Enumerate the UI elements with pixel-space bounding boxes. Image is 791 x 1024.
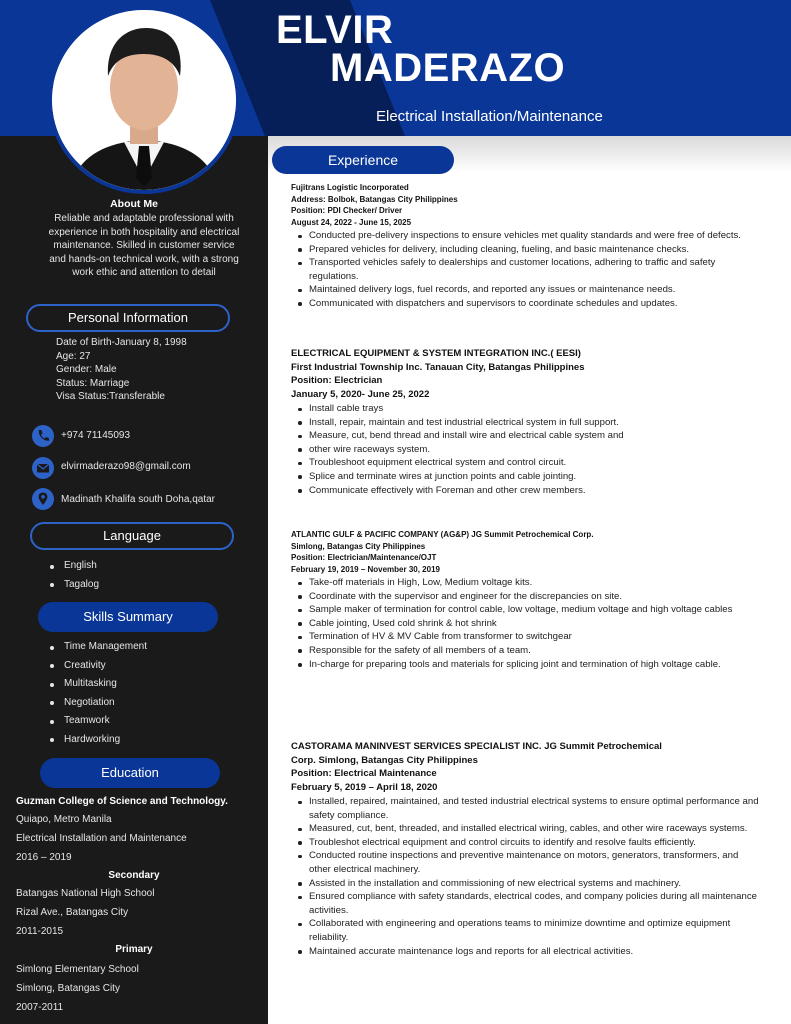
job-position: Position: Electrical Maintenance xyxy=(291,768,437,779)
job-company: ATLANTIC GULF & PACIFIC COMPANY (AG&P) JG Summit Petrochemical Corp. xyxy=(291,530,594,539)
list-item: English xyxy=(50,557,99,576)
list-item: Cable jointing, Used cold shrink & hot shrink xyxy=(291,617,761,631)
list-item: Measured, cut, bent, threaded, and installed electrical wiring, cables, and other wire raceways systems. xyxy=(291,822,761,836)
college-course: Electrical Installation and Maintenance xyxy=(16,833,187,844)
list-item: Ensured compliance with safety standards, electrical codes, and company policies during all maintenance activities. xyxy=(291,890,761,917)
email-icon xyxy=(32,457,54,479)
language-label: Language xyxy=(103,528,161,543)
list-item: other wire raceways system. xyxy=(291,443,761,457)
job-company: Fujitrans Logistic Incorporated xyxy=(291,183,409,192)
secondary-label: Secondary xyxy=(108,870,160,881)
job-agp xyxy=(291,529,761,671)
list-item: Assisted in the installation and commissioning of new electrical systems and machinery. xyxy=(291,877,761,891)
list-item: Communicated with dispatchers and supervisors to coordinate schedules and updates. xyxy=(291,297,761,311)
list-item: Take-off materials in High, Low, Medium voltage kits. xyxy=(291,576,761,590)
age: Age: 27 xyxy=(56,350,91,362)
list-item: In-charge for preparing tools and materials for splicing joint and termination of high voltage cable. xyxy=(291,658,761,672)
job-dates: February 5, 2019 – April 18, 2020 xyxy=(291,781,438,793)
list-item: Install, repair, maintain and test industrial electrical system in full support. xyxy=(291,416,761,430)
college-years: 2016 – 2019 xyxy=(16,852,72,863)
profile-photo xyxy=(48,6,240,194)
phone-number[interactable]: +974 71145093 xyxy=(61,430,131,441)
list-item: Conducted routine inspections and preventive maintenance on motors, generators, transformers, and other electrical machinery. xyxy=(291,849,761,876)
job-duties xyxy=(291,402,761,497)
primary-label: Primary xyxy=(115,944,153,955)
about-body: Reliable and adaptable professional with experience in both hospitality and electrical maintenance. Skilled in customer service and hands-on technical work, with a strong work ethic and attention to detail xyxy=(48,213,240,279)
job-role: Electrical Installation/Maintenance xyxy=(376,108,603,125)
job-fujitrans xyxy=(291,182,761,311)
job-address: First Industrial Township Inc. Tanauan City, Batangas Philippines xyxy=(291,361,585,373)
location: Madinath Khalifa south Doha,qatar xyxy=(61,494,215,505)
job-address: Address: Bolbok, Batangas City Philippines xyxy=(291,194,458,204)
secondary-years: 2011-2015 xyxy=(16,926,64,937)
list-item: Measure, cut, bend thread and install wire and electrical cable system and xyxy=(291,429,761,443)
primary-location: Simlong, Batangas City xyxy=(16,983,120,994)
job-address: Simlong, Batangas City Philippines xyxy=(291,541,426,551)
skills-heading xyxy=(38,602,218,632)
list-item: Installed, repaired, maintained, and tested industrial electrical systems to ensure optimal performance and safety compliance. xyxy=(291,795,761,822)
language-list xyxy=(50,557,99,594)
email-address[interactable]: elvirmaderazo98@gmail.com xyxy=(61,461,191,472)
job-eesi xyxy=(291,347,761,497)
list-item: Teamwork xyxy=(50,712,147,731)
status: Status: Marriage xyxy=(56,377,130,389)
list-item: Install cable trays xyxy=(291,402,761,416)
last-name: MADERAZO xyxy=(330,46,566,90)
list-item: Responsible for the safety of all members of a team. xyxy=(291,644,761,658)
skills-label: Skills Summary xyxy=(83,609,173,624)
list-item: Conducted pre-delivery inspections to ensure vehicles met quality standards and were free of defects. xyxy=(291,229,761,243)
college-name: Guzman College of Science and Technology. xyxy=(16,796,228,807)
job-duties xyxy=(291,229,761,311)
sidebar xyxy=(0,136,268,1024)
job-duties xyxy=(291,576,761,671)
about-title: About Me xyxy=(110,198,158,210)
visa-status: Visa Status:Transferable xyxy=(56,391,165,402)
list-item: Tagalog xyxy=(50,576,99,595)
job-company: ELECTRICAL EQUIPMENT & SYSTEM INTEGRATION INC.( EESI) xyxy=(291,348,581,359)
primary-school: Simlong Elementary School xyxy=(16,964,139,975)
list-item: Troubleshot electrical equipment and control circuits to identify and resolve faults efficiently. xyxy=(291,836,761,850)
language-heading xyxy=(30,522,234,550)
skills-list xyxy=(50,638,147,750)
primary-years: 2007-2011 xyxy=(16,1002,64,1013)
job-company: CASTORAMA MANINVEST SERVICES SPECIALIST INC. JG Summit Petrochemical xyxy=(291,741,662,752)
job-position: Position: Electrician xyxy=(291,375,383,386)
list-item: Troubleshoot equipment electrical system and control circuit. xyxy=(291,456,761,470)
dob: Date of Birth-January 8, 1998 xyxy=(56,337,187,348)
list-item: Time Management xyxy=(50,638,147,657)
secondary-location: Rizal Ave., Batangas City xyxy=(16,907,129,918)
job-dates: January 5, 2020- June 25, 2022 xyxy=(291,388,430,400)
list-item: Multitasking xyxy=(50,675,147,694)
job-duties xyxy=(291,795,761,958)
list-item: Collaborated with engineering and operations teams to minimize downtime and optimize equipment reliability. xyxy=(291,917,761,944)
experience-label: Experience xyxy=(327,152,399,168)
list-item: Hardworking xyxy=(50,731,147,750)
secondary-school: Batangas National High School xyxy=(16,888,155,899)
gender: Gender: Male xyxy=(56,364,117,375)
job-address: Corp. Simlong, Batangas City Philippines xyxy=(291,754,478,766)
education-label: Education xyxy=(101,765,159,780)
job-dates: February 19, 2019 – November 30, 2019 xyxy=(291,564,440,574)
list-item: Prepared vehicles for delivery, including cleaning, fueling, and basic maintenance checks. xyxy=(291,243,761,257)
list-item: Maintained delivery logs, fuel records, and reported any issues or maintenance needs. xyxy=(291,283,761,297)
first-name: ELVIR xyxy=(276,8,394,52)
list-item: Creativity xyxy=(50,657,147,676)
college-location: Quiapo, Metro Manila xyxy=(16,814,112,825)
education-heading xyxy=(40,758,220,788)
list-item: Maintained accurate maintenance logs and reports for all electrical activities. xyxy=(291,945,761,959)
job-castorama xyxy=(291,740,761,958)
list-item: Negotiation xyxy=(50,694,147,713)
list-item: Splice and terminate wires at junction points and cable jointing. xyxy=(291,470,761,484)
list-item: Coordinate with the supervisor and engineer for the discrepancies on site. xyxy=(291,590,761,604)
phone-icon xyxy=(32,425,54,447)
list-item: Termination of HV & MV Cable from transformer to switchgear xyxy=(291,630,761,644)
job-dates: August 24, 2022 - June 15, 2025 xyxy=(291,217,412,227)
list-item: Transported vehicles safely to dealerships and customer locations, adhering to traffic and safety regulations. xyxy=(291,256,761,283)
personal-info-list xyxy=(56,336,187,404)
list-item: Communicate effectively with Foreman and other crew members. xyxy=(291,484,761,498)
list-item: Sample maker of termination for control cable, low voltage, medium voltage and high voltage cables xyxy=(291,603,761,617)
job-position: Position: PDI Checker/ Driver xyxy=(291,206,403,215)
job-position: Position: Electrician/Maintenance/OJT xyxy=(291,553,437,562)
personal-info-label: Personal Information xyxy=(68,310,188,325)
experience-heading xyxy=(272,146,454,174)
location-icon xyxy=(32,488,54,510)
personal-info-heading xyxy=(26,304,230,332)
